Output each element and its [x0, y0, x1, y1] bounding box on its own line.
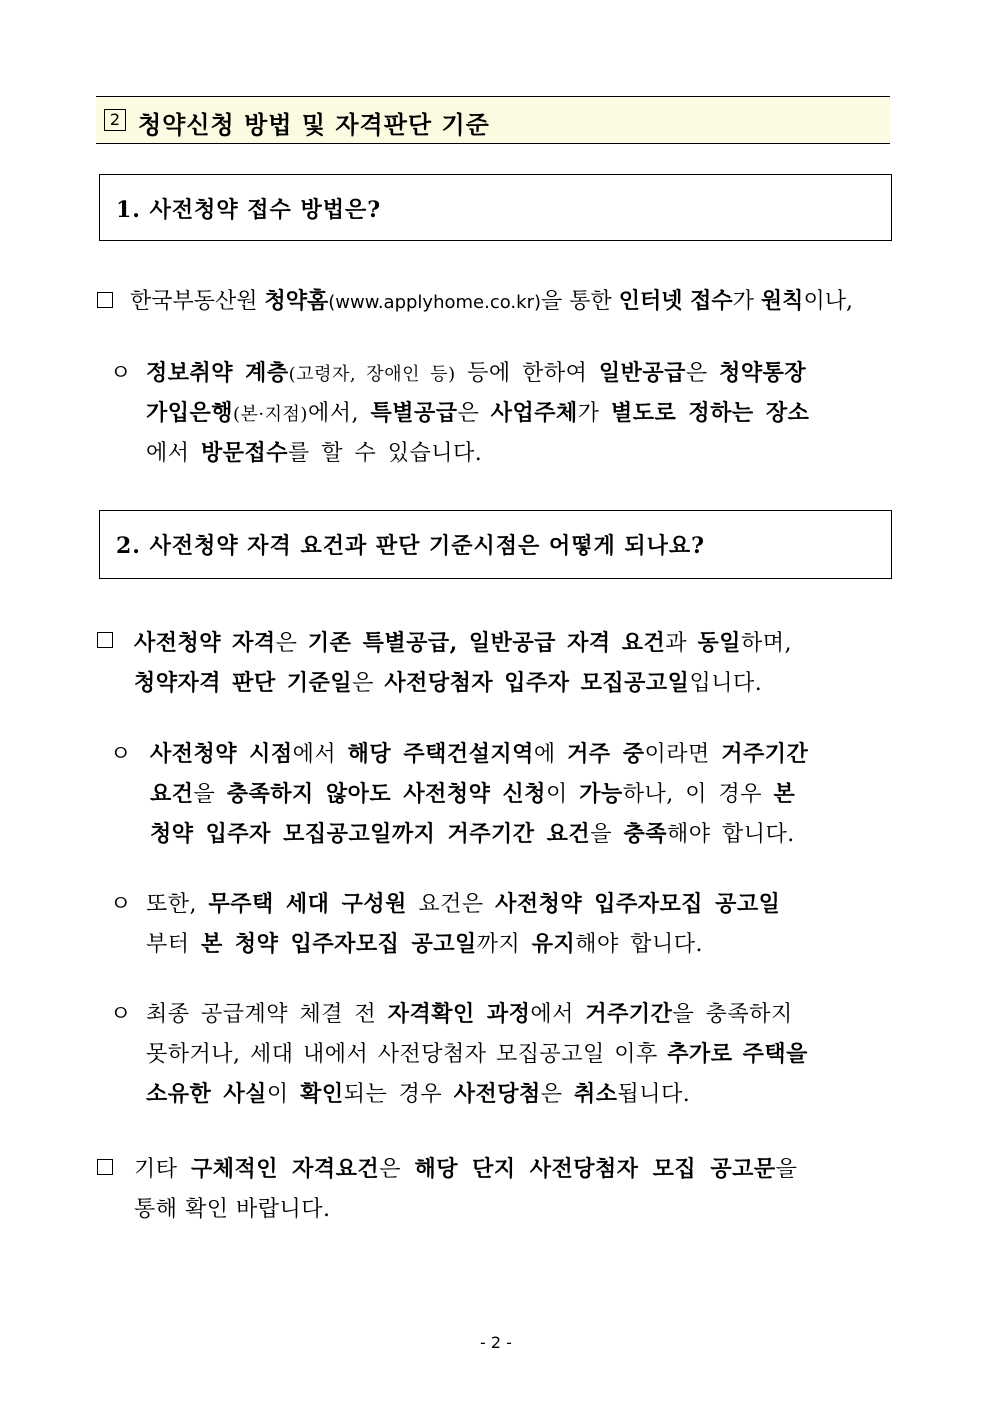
circle-bullet-icon: ㅇ — [110, 1002, 132, 1027]
square-bullet-icon — [97, 632, 113, 648]
q2-sub3-line-3: 소유한 사실이 확인되는 경우 사전당첨은 취소됩니다. — [146, 1081, 691, 1107]
section-header — [96, 96, 890, 144]
question-box-2 — [99, 510, 892, 579]
circle-bullet-icon: ㅇ — [110, 361, 132, 386]
q2-main-line-2: 청약자격 판단 기준일은 사전당첨자 입주자 모집공고일입니다. — [134, 670, 763, 696]
q2-etc-line-2: 통해 확인 바랍니다. — [134, 1197, 331, 1222]
square-bullet-icon — [97, 292, 113, 308]
section-title: 청약신청 방법 및 자격판단 기준 — [138, 111, 490, 139]
circle-bullet-icon: ㅇ — [110, 892, 132, 917]
q1-main-line: 한국부동산원 청약홈(www.applyhome.co.kr)을 통한 인터넷 접수가 원칙이나, — [130, 288, 853, 314]
q1-sub-line-2: 가입은행(본·지점)에서, 특별공급은 사업주체가 별도로 정하는 장소 — [146, 400, 810, 426]
square-bullet-icon — [97, 1159, 113, 1175]
q2-sub1-line-3: 청약 입주자 모집공고일까지 거주기간 요건을 충족해야 합니다. — [150, 821, 795, 847]
q2-sub1-line-2: 요건을 충족하지 않아도 사전청약 신청이 가능하나, 이 경우 본 — [150, 781, 796, 807]
q2-sub3-line-1: 최종 공급계약 체결 전 자격확인 과정에서 거주기간을 충족하지 — [146, 1001, 793, 1027]
q2-main-line-1: 사전청약 자격은 기존 특별공급, 일반공급 자격 요건과 동일하며, — [134, 630, 793, 656]
q2-sub1-line-1: 사전청약 시점에서 해당 주택건설지역에 거주 중이라면 거주기간 — [150, 741, 809, 767]
q2-sub2-line-1: 또한, 무주택 세대 구성원 요건은 사전청약 입주자모집 공고일 — [146, 891, 781, 917]
circle-bullet-icon: ㅇ — [110, 742, 132, 767]
question-title-2: 2. 사전청약 자격 요건과 판단 기준시점은 어떻게 되나요? — [116, 533, 706, 559]
q2-sub3-line-2: 못하거나, 세대 내에서 사전당첨자 모집공고일 이후 추가로 주택을 — [146, 1041, 808, 1067]
page-number: - 2 - — [480, 1333, 512, 1352]
q2-sub2-line-2: 부터 본 청약 입주자모집 공고일까지 유지해야 합니다. — [146, 931, 704, 957]
q1-sub-line-1: 정보취약 계층(고령자, 장애인 등) 등에 한하여 일반공급은 청약통장 — [146, 360, 807, 386]
question-title-1: 1. 사전청약 접수 방법은? — [116, 197, 382, 223]
question-box-1 — [99, 174, 892, 241]
q1-sub-line-3: 에서 방문접수를 할 수 있습니다. — [146, 440, 483, 466]
q2-etc-line-1: 기타 구체적인 자격요건은 해당 단지 사전당첨자 모집 공고문을 — [134, 1156, 798, 1182]
section-number: 2 — [104, 109, 126, 131]
